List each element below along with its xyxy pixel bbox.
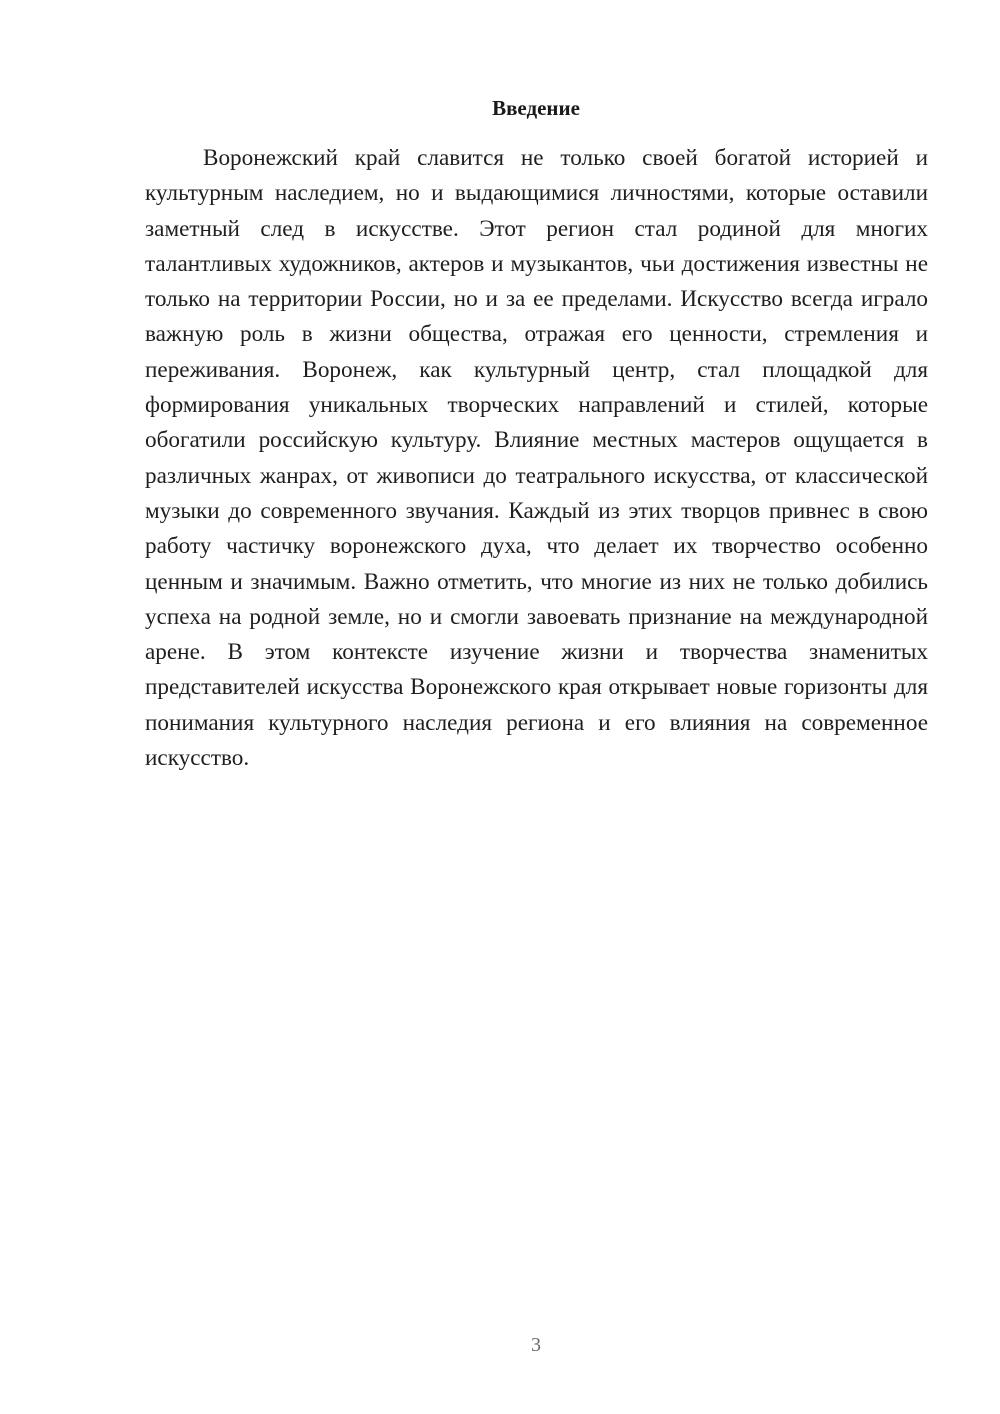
page-number: 3 (531, 1334, 541, 1356)
section-heading: Введение (492, 96, 580, 120)
body-paragraph: Воронежский край славится не только своей богатой историей и культурным наследием, но и выдающимися личностями, которые оставили заметный след в искусстве. Этот регион стал родиной для многих талантливых художников, актеров и музыкантов, чьи достижения известны не только на территории России, но и за ее пределами. Искусство всегда играло важную роль в жизни общества, отражая его ценности, стремления и переживания. Воронеж, как культурный центр, стал площадкой для формирования уникальных творческих направлений и стилей, которые обогатили российскую культуру. Влияние местных мастеров ощущается в различных жанрах, от живописи до театрального искусства, от классической музыки до современного звучания. Каждый из этих творцов привнес в свою работу частичку воронежского духа, что делает их творчество особенно ценным и значимым. Важно отметить, что многие из них не только добились успеха на родной земле, но и смогли завоевать признание на международной арене. В этом контексте изучение жизни и творчества знаменитых представителей искусства Воронежского края открывает новые горизонты для понимания культурного наследия региона и его влияния на современное искусство. (145, 145, 928, 772)
